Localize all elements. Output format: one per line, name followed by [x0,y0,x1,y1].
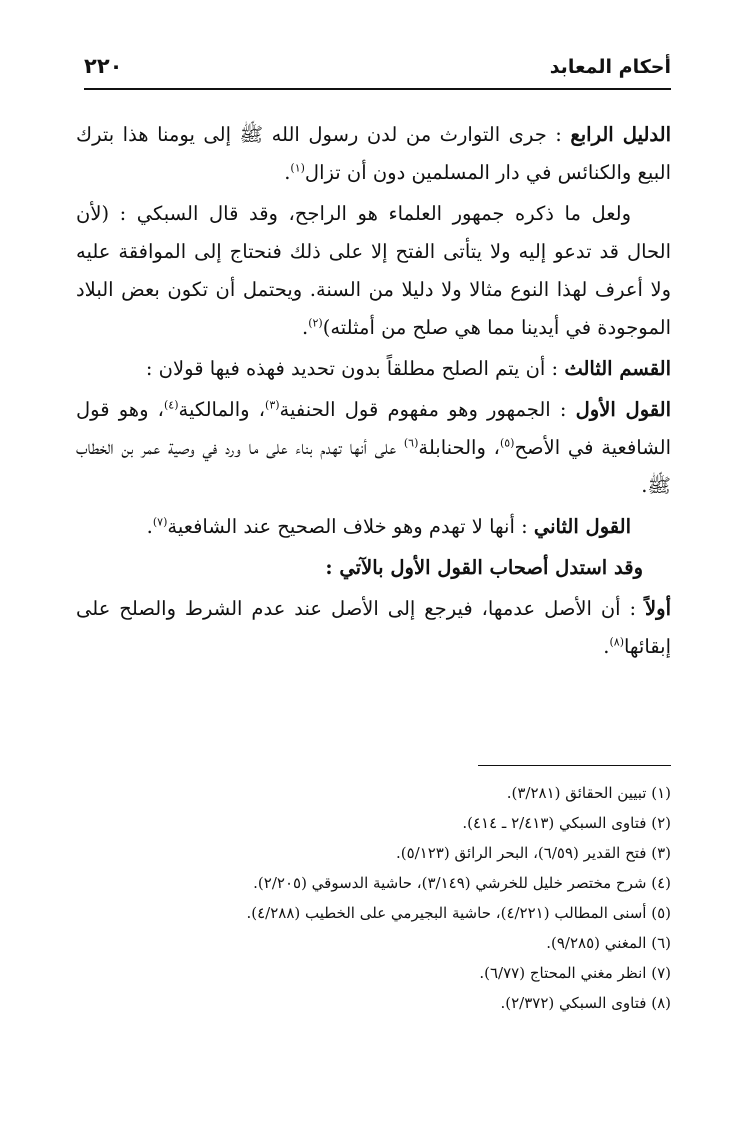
punct: . [146,515,153,538]
paragraph-text: ، والحنابلة [418,436,500,459]
section-heading: وقد استدل أصحاب القول الأول بالآتي : [325,556,643,579]
paragraph-text: : أن يتم الصلح مطلقاً بدون تحديد فهذه فيها قولان : [145,357,565,380]
footnote-3: (٣) فتح القدير (٦/٥٩)، البحر الرائق (٥/١٢٣). [395,844,671,862]
paragraph-fourth-evidence [76,116,671,192]
punct: . [302,316,309,339]
footnote-ref[interactable]: (٣) [265,398,280,412]
footnote-2: (٢) فتاوى السبكي (٢/٤١٣ ـ ٤١٤). [462,814,671,832]
label-third-section: القسم الثالث [564,357,671,380]
footnote-ref[interactable]: (١) [290,161,305,175]
paragraph-third-section [76,350,671,388]
footnote-4: (٤) شرح مختصر خليل للخرشي (٣/١٤٩)، حاشية الدسوقي (٢/٢٠٥). [253,874,671,892]
footnote-8: (٨) فتاوى السبكي (٢/٣٧٢). [500,994,671,1012]
footnote-7: (٧) انظر مغني المحتاج (٦/٧٧). [479,964,671,982]
paragraph-text: على أنها تهدم بناء على ما ورد في وصية عمر بن الخطاب ﷺ. [76,436,671,497]
paragraph-text: : أن الأصل عدمها، فيرجع إلى الأصل عند عدم الشرط والصلح على إبقائها [76,597,671,658]
paragraph-text: ، وهو قول الشافعية في الأصح [76,398,671,459]
footnote-separator [478,765,671,766]
footnote-5: (٥) أسنى المطالب (٤/٢٢١)، حاشية البجيرمي على الخطيب (٤/٢٨٨). [246,904,671,922]
label-first-opinion: القول الأول [575,398,671,421]
footnote-1: (١) تبيين الحقائق (٣/٢٨١). [506,784,671,802]
paragraph-firstly [76,590,671,666]
punct: . [284,161,291,184]
footnote-ref[interactable]: (٤) [163,398,179,412]
label-fourth-evidence: الدليل الرابع [570,123,671,146]
footnotes [100,778,671,1018]
footnote-ref[interactable]: (٥) [499,436,515,450]
header-rule [84,88,671,90]
label-second-opinion: القول الثاني [533,515,631,538]
paragraph-text: : أنها لا تهدم وهو خلاف الصحيح عند الشافعية [167,515,534,538]
page-number: ٢٢٠ [84,54,123,78]
footnote-6: (٦) المغني (٩/٢٨٥). [546,934,671,952]
footnote-ref[interactable]: (٧) [152,515,168,529]
paragraph-second-opinion [76,508,671,546]
footnote-ref[interactable]: (٢) [308,316,323,330]
paragraph-text: ولعل ما ذكره جمهور العلماء هو الراجح، وقد قال السبكي : (لأن الحال قد تدعو إليه ولا يتأتى الفتح إلا على ذلك فنحتاج إلى الموافقة عليه ولا أعرف لهذا النوع مثالا ولا دليلا من السنة. ويحتمل أن تكون بعض البلاد الموجودة في أيدينا مما هي صلح من أمثلته) [76,202,671,339]
body-text [76,116,671,669]
paragraph-text: ، والمالكية [178,398,266,421]
footnote-ref[interactable]: (٦) [403,436,419,450]
paragraph-subki-quote [76,195,671,347]
label-firstly: أولاً [645,597,671,620]
paragraph-text: : جرى التوارث من لدن رسول الله ﷺ إلى يومنا هذا بترك البيع والكنائس في دار المسلمين دون أن تزال [76,123,671,184]
page-header [84,50,671,90]
paragraph-first-opinion [76,391,671,505]
paragraph-text: : الجمهور وهو مفهوم قول الحنفية [279,398,576,421]
punct: . [603,635,610,658]
footnote-ref[interactable]: (٨) [609,635,624,649]
running-title: أحكام المعابد [549,56,671,78]
